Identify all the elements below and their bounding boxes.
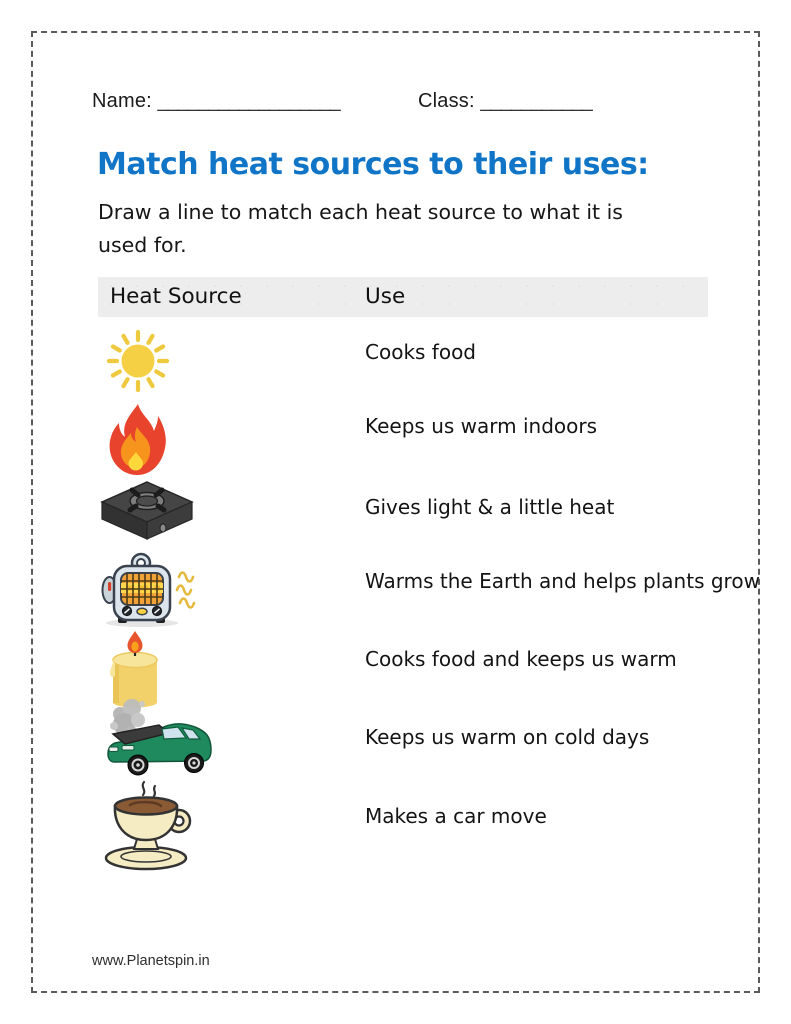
- name-label: Name:: [92, 90, 152, 112]
- instructions-line2: used for.: [98, 233, 187, 257]
- page-title: Match heat sources to their uses:: [97, 147, 649, 182]
- use-column-header: Use: [365, 284, 406, 309]
- instructions-line1: Draw a line to match each heat source to what it is: [98, 200, 623, 224]
- heater-icon[interactable]: [100, 550, 200, 628]
- use-item[interactable]: Keeps us warm on cold days: [365, 725, 650, 749]
- instructions: [98, 196, 623, 262]
- name-line[interactable]: __________________: [157, 90, 340, 112]
- candle-icon[interactable]: [106, 630, 164, 708]
- name-class-row: [92, 90, 692, 113]
- table-header-bar: [98, 277, 708, 317]
- class-line[interactable]: ___________: [480, 90, 592, 112]
- use-item[interactable]: Makes a car move: [365, 804, 547, 828]
- use-item[interactable]: Keeps us warm indoors: [365, 414, 598, 438]
- class-label: Class:: [418, 90, 475, 112]
- teacup-icon[interactable]: [94, 779, 202, 875]
- use-item[interactable]: Cooks food: [365, 340, 477, 364]
- use-item[interactable]: Warms the Earth and helps plants grow: [365, 569, 760, 593]
- gas-stove-icon[interactable]: [99, 479, 195, 545]
- footer-url: www.Planetspin.in: [92, 953, 210, 969]
- use-item[interactable]: Cooks food and keeps us warm: [365, 647, 677, 671]
- heat-source-column-header: Heat Source: [110, 284, 242, 309]
- sun-icon[interactable]: [103, 326, 173, 396]
- car-icon[interactable]: [96, 698, 216, 782]
- use-item[interactable]: Gives light & a little heat: [365, 495, 615, 519]
- flame-icon[interactable]: [106, 402, 170, 478]
